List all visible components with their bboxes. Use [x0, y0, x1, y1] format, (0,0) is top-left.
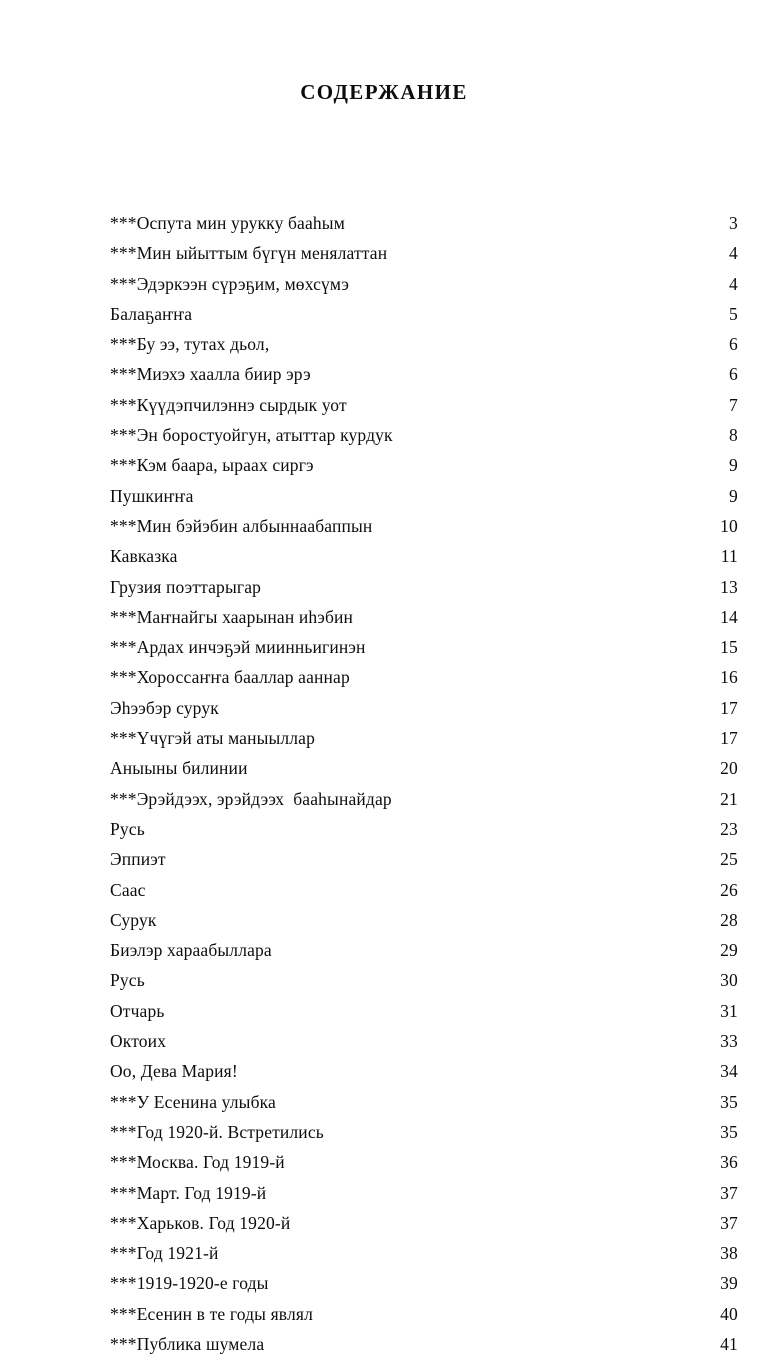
toc-entry-label: ***Миэхэ хаалла биир эрэ: [110, 364, 311, 385]
toc-entry-label: ***Год 1920-й. Встретились: [110, 1121, 324, 1142]
toc-entry-page-number: 15: [720, 637, 738, 658]
toc-entry-label: ***Үчүгэй аты маныыллар: [110, 728, 315, 749]
toc-entry[interactable]: [110, 632, 738, 662]
toc-entry[interactable]: [110, 1087, 738, 1117]
toc-entry[interactable]: [110, 511, 738, 541]
toc-entry-page-number: 11: [720, 546, 738, 567]
toc-entry[interactable]: [110, 1026, 738, 1056]
toc-entry-page-number: 28: [720, 909, 738, 930]
toc-entry-label: Аныыны билинии: [110, 758, 248, 779]
toc-entry-label: ***Публика шумела: [110, 1333, 265, 1354]
toc-entry[interactable]: [110, 1238, 738, 1268]
toc-entry[interactable]: [110, 450, 738, 480]
toc-entry[interactable]: [110, 390, 738, 420]
toc-entry-label: Грузия поэттарыгар: [110, 576, 262, 597]
toc-entry-label: Эппиэт: [110, 849, 166, 870]
toc-entry[interactable]: [110, 208, 738, 238]
toc-entry-page-number: 9: [729, 455, 738, 476]
toc-entry[interactable]: [110, 1268, 738, 1298]
toc-entry-page-number: 17: [720, 697, 738, 718]
toc-entry-label: Октоих: [110, 1031, 167, 1052]
toc-entry-label: Отчарь: [110, 1000, 165, 1021]
toc-entry-page-number: 20: [720, 758, 738, 779]
toc-entry-page-number: 16: [720, 667, 738, 688]
toc-entry[interactable]: [110, 875, 738, 905]
toc-entry-page-number: 6: [729, 334, 738, 355]
toc-entry-page-number: 9: [729, 485, 738, 506]
toc-entry-page-number: 26: [720, 879, 738, 900]
toc-entry-label: Оо, Дева Мария!: [110, 1061, 238, 1082]
toc-entry[interactable]: [110, 329, 738, 359]
toc-entry-page-number: 30: [720, 970, 738, 991]
toc-entry-page-number: 40: [720, 1303, 738, 1324]
toc-entry-page-number: 3: [729, 213, 738, 233]
toc-entry[interactable]: [110, 269, 738, 299]
toc-entry[interactable]: [110, 1329, 738, 1359]
toc-entry[interactable]: [110, 299, 738, 329]
toc-entry-label: ***Маҥнайгы хаарынан иһэбин: [110, 606, 354, 627]
toc-entry[interactable]: [110, 965, 738, 995]
toc-entry-label: Русь: [110, 818, 145, 839]
toc-entry-label: Эһээбэр сурук: [110, 697, 219, 718]
toc-entry-label: ***1919-1920-е годы: [110, 1273, 269, 1294]
toc-entry-page-number: 35: [720, 1121, 738, 1142]
toc-entry-page-number: 38: [720, 1243, 738, 1264]
toc-entry-label: ***Эрэйдээх, эрэйдээх бааһынайдар: [110, 788, 392, 809]
toc-entry-label: ***Оспута мин урукку бааһым: [110, 213, 345, 233]
toc-entry-page-number: 17: [720, 728, 738, 749]
toc-entry-label: ***Эн боростуойгун, атыттар курдук: [110, 425, 393, 446]
toc-entry-label: ***Мин бэйэбин албыннаабаппын: [110, 515, 373, 536]
toc-entry-label: ***Москва. Год 1919-й: [110, 1152, 285, 1173]
toc-entry[interactable]: [110, 1147, 738, 1177]
toc-entry-page-number: 37: [720, 1182, 738, 1203]
toc-entry[interactable]: [110, 662, 738, 692]
page-title: СОДЕРЖАНИЕ: [300, 80, 468, 104]
toc-entry-label: ***Мин ыйыттым бүгүн менялаттан: [110, 243, 388, 264]
toc-entry-label: ***Харьков. Год 1920-й: [110, 1212, 291, 1233]
toc-entry[interactable]: [110, 1178, 738, 1208]
toc-entry-label: ***Бу ээ, тутах дьол,: [110, 334, 270, 355]
toc-entry-page-number: 6: [729, 364, 738, 385]
toc-entry-page-number: 29: [720, 940, 738, 961]
toc-entry-page-number: 25: [720, 849, 738, 870]
toc-entry[interactable]: [110, 420, 738, 450]
toc-entry-label: Балаҕаҥҥа: [110, 303, 193, 324]
toc-entry[interactable]: [110, 784, 738, 814]
toc-entry-label: Саас: [110, 879, 146, 900]
toc-entry[interactable]: [110, 238, 738, 268]
toc-entry-label: ***Март. Год 1919-й: [110, 1182, 267, 1203]
toc-entry-page-number: 8: [729, 425, 738, 446]
toc-entry-label: ***У Есенина улыбка: [110, 1091, 276, 1112]
toc-entry-page-number: 5: [729, 303, 738, 324]
toc-entry-page-number: 21: [720, 788, 738, 809]
toc-entry[interactable]: [110, 844, 738, 874]
toc-entry[interactable]: [110, 572, 738, 602]
toc-entry-label: Русь: [110, 970, 145, 991]
toc-entry-page-number: 33: [720, 1031, 738, 1052]
toc-entry[interactable]: [110, 996, 738, 1026]
toc-entry-label: Кавказка: [110, 546, 178, 567]
toc-entry[interactable]: [110, 359, 738, 389]
toc-entry[interactable]: [110, 753, 738, 783]
toc-entry[interactable]: [110, 481, 738, 511]
toc-entry-label: ***Эдэркээн сүрэҕим, мөхсүмэ: [110, 273, 350, 294]
toc-entry-page-number: 41: [720, 1333, 738, 1354]
toc-entry[interactable]: [110, 814, 738, 844]
toc-entry[interactable]: [110, 905, 738, 935]
toc-entry[interactable]: [110, 1299, 738, 1329]
toc-entry-label: Сурук: [110, 909, 157, 930]
toc-entry[interactable]: [110, 935, 738, 965]
toc-entry-page-number: 10: [720, 515, 738, 536]
toc-entry-page-number: 4: [729, 243, 738, 264]
toc-entry-page-number: 39: [720, 1273, 738, 1294]
toc-entry-page-number: 7: [729, 394, 738, 415]
toc-entry-page-number: 4: [729, 273, 738, 294]
toc-entry-page-number: 14: [720, 606, 738, 627]
toc-entry-page-number: 13: [720, 576, 738, 597]
table-of-contents-list: [110, 208, 738, 1359]
toc-entry-label: ***Кэм баара, ыраах сиргэ: [110, 455, 314, 476]
toc-entry-page-number: 31: [720, 1000, 738, 1021]
toc-entry-label: ***Ардах инчэҕэй миинньигинэн: [110, 637, 366, 658]
toc-entry-label: ***Хороссаҥҥа бааллар ааннар: [110, 667, 350, 688]
toc-entry[interactable]: [110, 602, 738, 632]
toc-entry[interactable]: [110, 1056, 738, 1086]
toc-entry-label: ***Есенин в те годы являл: [110, 1303, 313, 1324]
toc-entry[interactable]: [110, 1117, 738, 1147]
toc-entry[interactable]: [110, 693, 738, 723]
toc-entry-page-number: 37: [720, 1212, 738, 1233]
toc-entry-label: Биэлэр хараабыллара: [110, 940, 272, 961]
toc-entry-page-number: 35: [720, 1091, 738, 1112]
toc-entry-label: ***Күүдэпчилэннэ сырдык уот: [110, 394, 347, 415]
toc-entry-label: Пушкиҥҥа: [110, 485, 194, 506]
toc-entry[interactable]: [110, 541, 738, 571]
toc-entry-label: ***Год 1921-й: [110, 1243, 219, 1264]
toc-entry[interactable]: [110, 1208, 738, 1238]
document-page: [0, 80, 768, 1354]
toc-entry-page-number: 36: [720, 1152, 738, 1173]
toc-entry[interactable]: [110, 723, 738, 753]
toc-entry-page-number: 23: [720, 818, 738, 839]
toc-entry-page-number: 34: [720, 1061, 738, 1082]
